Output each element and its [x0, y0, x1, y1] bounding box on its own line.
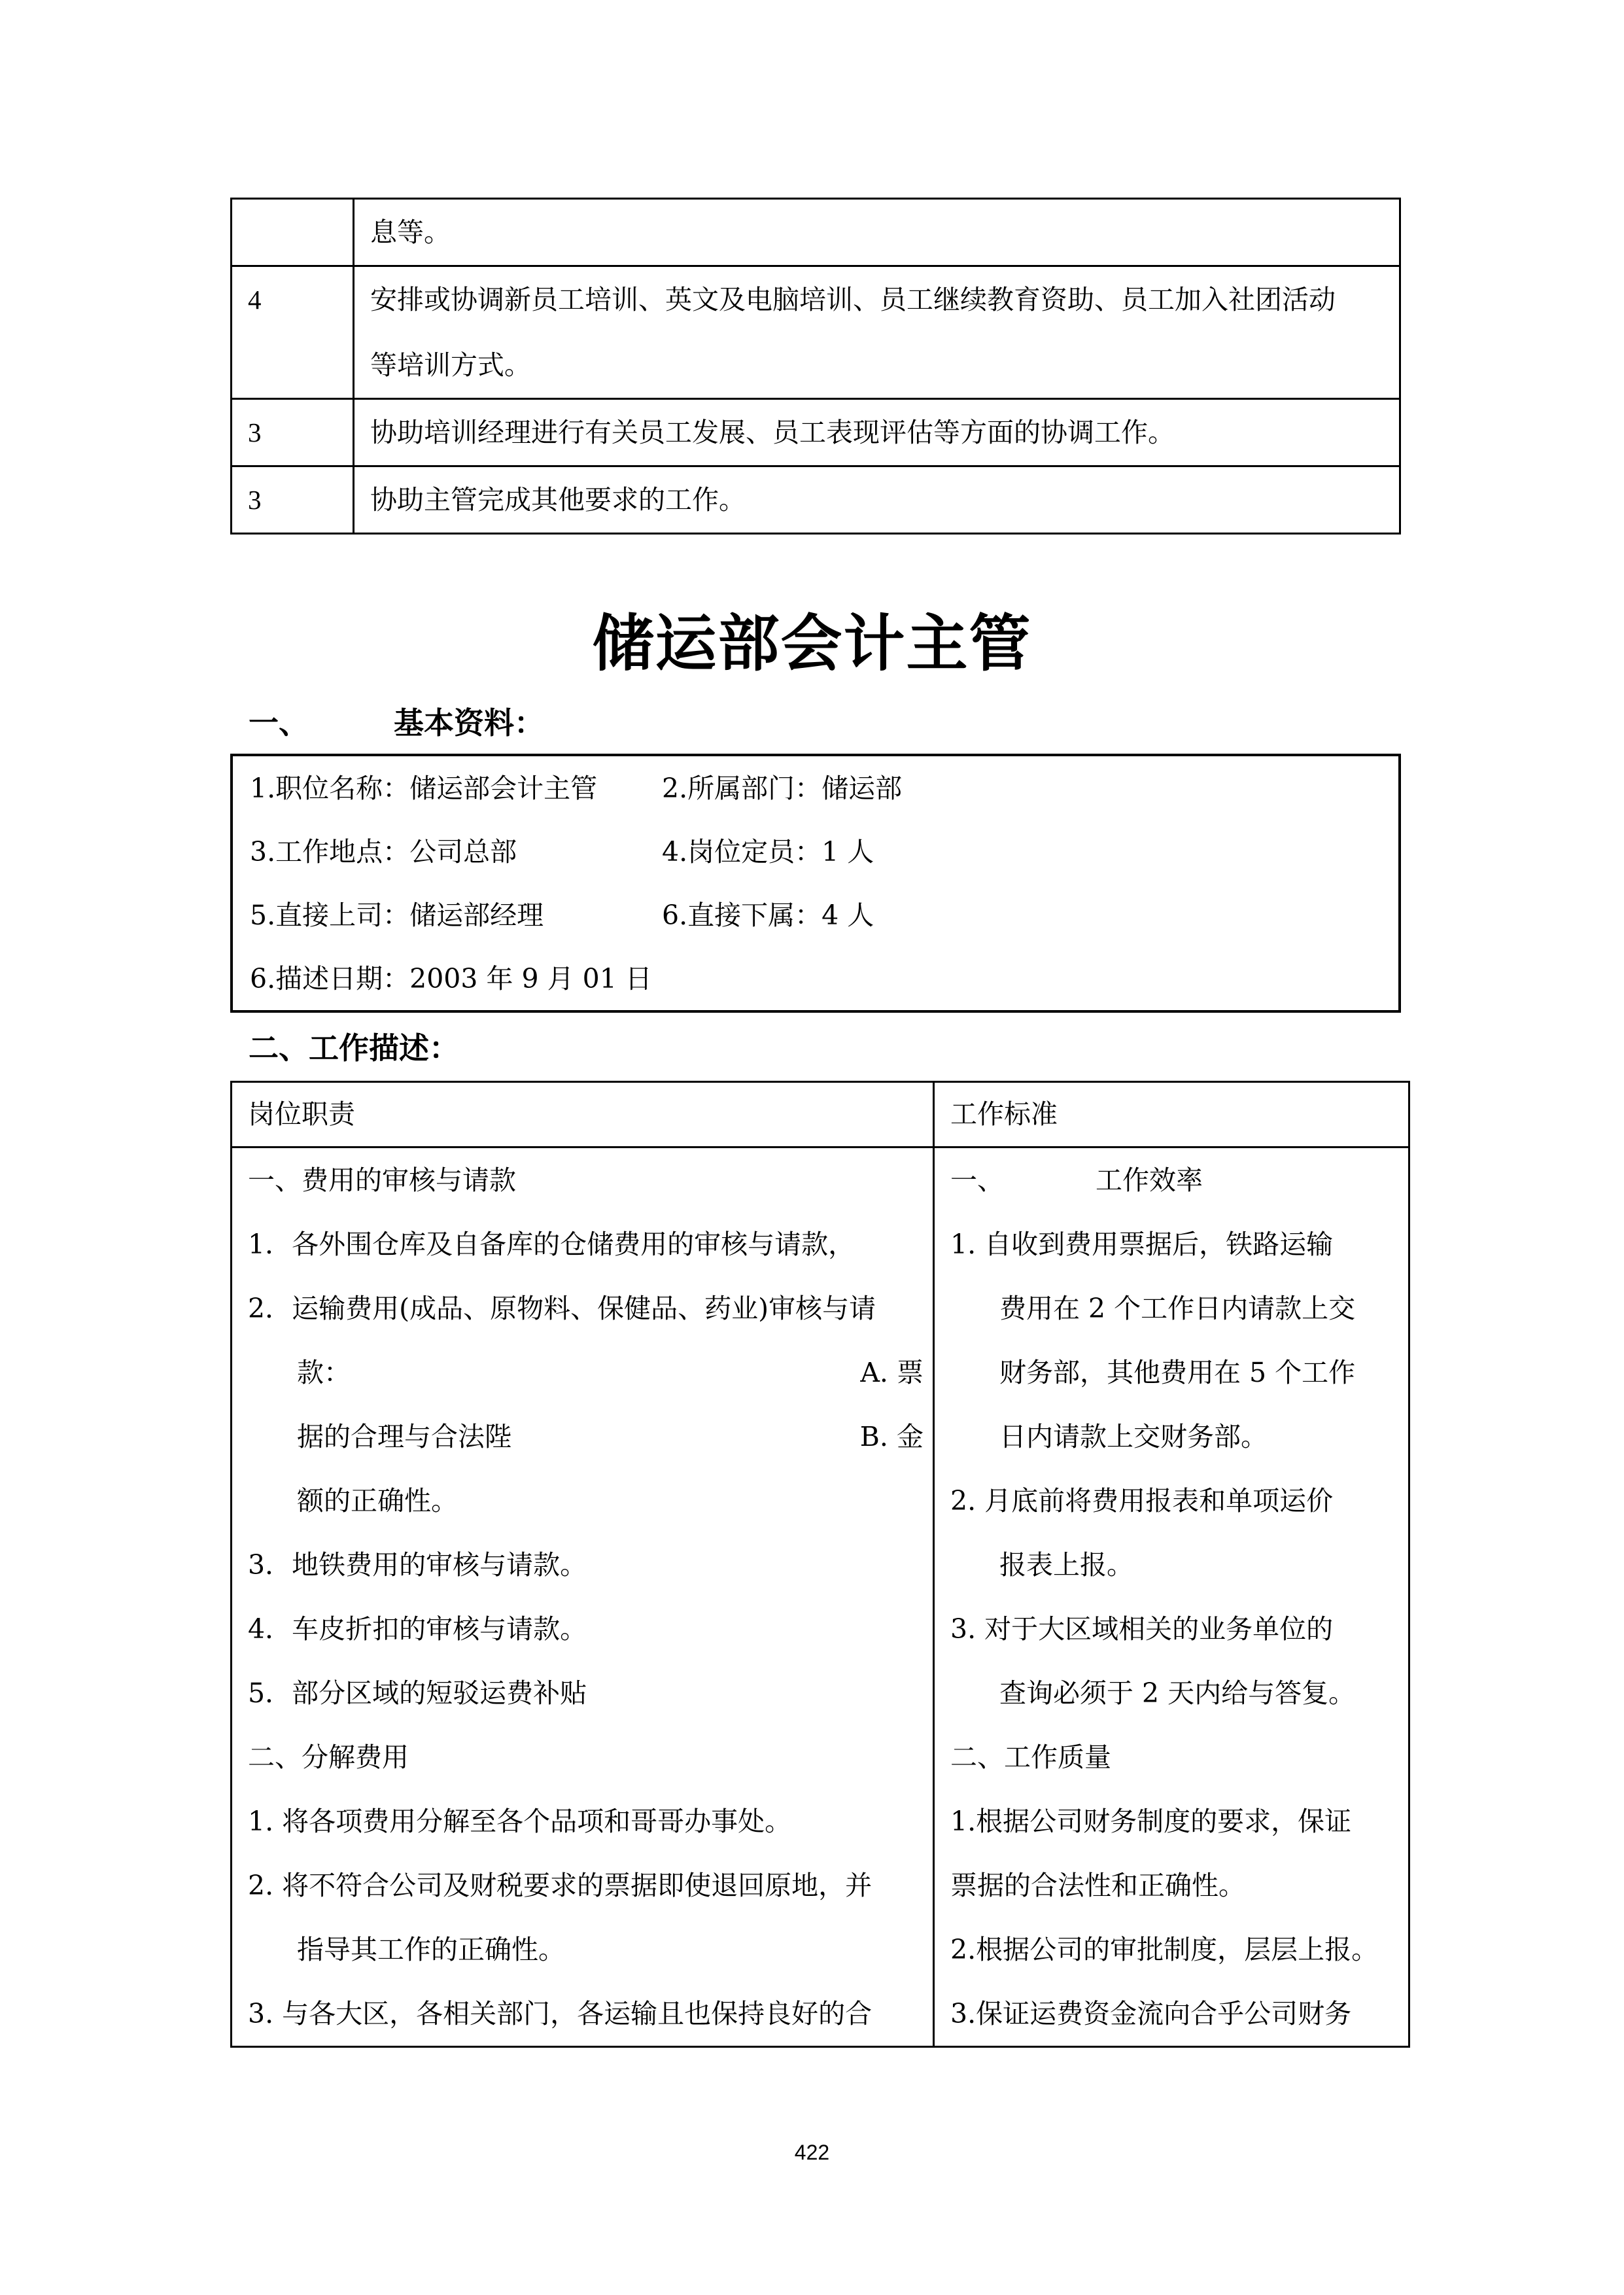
- job-description-table: [230, 1081, 1410, 2048]
- top-table: [230, 198, 1401, 534]
- duty-section-title: 二、分解费用: [248, 1742, 409, 1773]
- duty-line: 3．地铁费用的审核与请款。: [248, 1549, 587, 1581]
- standard-line: 1. 自收到费用票据后，铁路运输: [950, 1229, 1334, 1260]
- table-row: [232, 266, 1400, 399]
- standard-line: 票据的合法性和正确性。: [950, 1870, 1245, 1901]
- table-row: [232, 399, 1400, 466]
- duty-line-text: 款：: [297, 1357, 351, 1388]
- standard-line: 3.保证运费资金流向合乎公司财务: [950, 1998, 1352, 2029]
- duty-line-right: B. 金: [859, 1421, 924, 1452]
- row-text: 息等。: [354, 199, 1400, 266]
- duty-line: [248, 1405, 926, 1469]
- department: 2.所属部门：储运部: [662, 773, 903, 804]
- standard-section-title: [950, 1148, 1402, 1212]
- section-heading-basic-info: [249, 703, 544, 743]
- standard-section-title: 二、工作质量: [950, 1742, 1111, 1773]
- duty-line: 2．运输费用(成品、原物料、保健品、药业)审核与请: [248, 1293, 876, 1324]
- duties-cell: [232, 1148, 934, 2047]
- duty-line: 1. 将各项费用分解至各个品项和哥哥办事处。: [248, 1806, 792, 1837]
- work-location: 3.工作地点：公司总部: [250, 836, 517, 867]
- standard-section-number: 一、: [950, 1165, 1004, 1196]
- standard-section-label: 工作效率: [1096, 1165, 1203, 1196]
- description-date: 6.描述日期：2003 年 9 月 01 日: [250, 963, 652, 994]
- row-text: [354, 266, 1400, 399]
- row-number: [232, 199, 354, 266]
- headcount: 4.岗位定员：1 人: [662, 836, 874, 867]
- table-row: [232, 1148, 1409, 2047]
- duty-line: 4．车皮折扣的审核与请款。: [248, 1613, 587, 1645]
- page-number: 422: [794, 2141, 830, 2164]
- duty-line: 额的正确性。: [297, 1485, 458, 1516]
- info-row: [250, 896, 874, 935]
- duty-line: 指导其工作的正确性。: [297, 1934, 565, 1965]
- row-number: 4: [232, 266, 354, 399]
- standard-line: 1.根据公司财务制度的要求，保证: [950, 1806, 1352, 1837]
- standard-line: 日内请款上交财务部。: [999, 1421, 1268, 1452]
- section-number: 一、: [249, 705, 309, 741]
- info-row: [250, 832, 874, 871]
- duty-line: [248, 1340, 926, 1405]
- table-row: [232, 199, 1400, 266]
- duty-line: 5．部分区域的短驳运费补贴: [248, 1677, 587, 1709]
- duty-line: 3. 与各大区，各相关部门，各运输且也保持良好的合: [248, 1998, 872, 2029]
- row-text: 协助培训经理进行有关员工发展、员工表现评估等方面的协调工作。: [354, 399, 1400, 466]
- duty-section-title: 一、费用的审核与请款: [248, 1165, 516, 1196]
- basic-info-box: [230, 754, 1401, 1013]
- section-heading-job-description: 二、工作描述：: [249, 1030, 459, 1066]
- duty-line-right: A. 票: [860, 1357, 924, 1388]
- row-number: 3: [232, 466, 354, 534]
- row-text-line: 等培训方式。: [370, 349, 531, 381]
- standards-cell: [934, 1148, 1409, 2047]
- row-text-line: 安排或协调新员工培训、英文及电脑培训、员工继续教育资助、员工加入社团活动: [370, 284, 1336, 315]
- standard-line: 报表上报。: [999, 1549, 1133, 1581]
- info-row: [250, 769, 903, 808]
- standard-line: 查询必须于 2 天内给与答复。: [999, 1677, 1356, 1709]
- info-row: [250, 959, 652, 998]
- header-standard: 工作标准: [934, 1082, 1409, 1148]
- direct-supervisor: 5.直接上司：储运部经理: [250, 900, 544, 931]
- duty-line: 1．各外围仓库及自备库的仓储费用的审核与请款，: [248, 1229, 855, 1260]
- standard-line: 2. 月底前将费用报表和单项运价: [950, 1485, 1334, 1516]
- standard-line: 财务部，其他费用在 5 个工作: [999, 1357, 1356, 1388]
- standard-line: 费用在 2 个工作日内请款上交: [999, 1293, 1356, 1324]
- standard-line: 3. 对于大区域相关的业务单位的: [950, 1613, 1334, 1645]
- standard-line: 2.根据公司的审批制度，层层上报。: [950, 1934, 1379, 1965]
- row-text: 协助主管完成其他要求的工作。: [354, 466, 1400, 534]
- direct-subordinates: 6.直接下属：4 人: [662, 900, 874, 931]
- header-duty: 岗位职责: [232, 1082, 934, 1148]
- page-title: 储运部会计主管: [592, 608, 1032, 680]
- table-row: [232, 466, 1400, 534]
- position-name: 1.职位名称：储运部会计主管: [250, 773, 598, 804]
- row-number: 3: [232, 399, 354, 466]
- duty-line-text: 据的合理与合法陛: [297, 1421, 511, 1452]
- section-label: 基本资料：: [394, 705, 544, 741]
- duty-line: 2. 将不符合公司及财税要求的票据即使退回原地，并: [248, 1870, 872, 1901]
- table-header-row: [232, 1082, 1409, 1148]
